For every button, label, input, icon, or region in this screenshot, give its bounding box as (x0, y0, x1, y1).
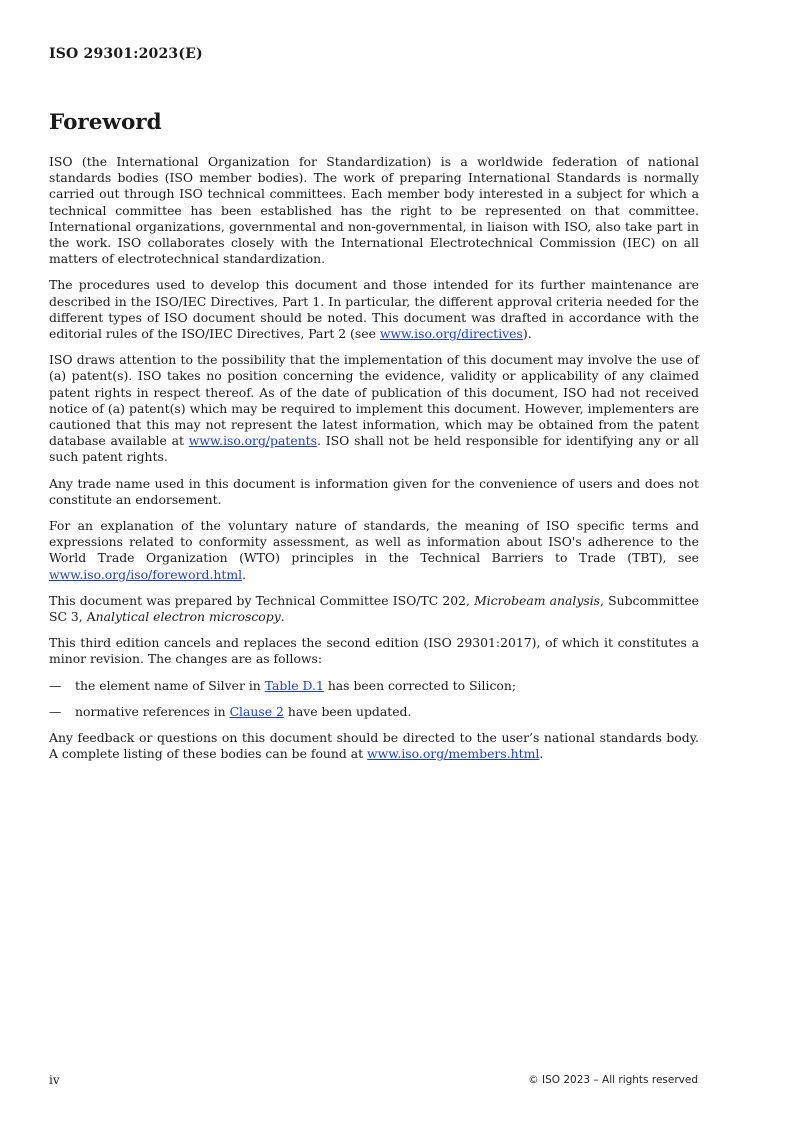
list-item (49, 704, 699, 720)
document-id: ISO 29301:2023(E) (49, 46, 203, 62)
paragraph-text: . ISO shall not be held responsible for identifying any or all such patent rights. (49, 433, 699, 465)
dash-bullet: — (49, 703, 62, 719)
copyright-notice: © ISO 2023 – All rights reserved (528, 1074, 698, 1086)
directives-link[interactable]: www.iso.org/directives (379, 326, 523, 342)
paragraph-iso-intro: ISO (the International Organization for Standardization) is a worldwide federation of national standards bodies (ISO member bodies). The work of preparing International Standards is normally carried out through ISO technical committees. Each member body interested in a subject for which a technical committee has been established has the right to be represented on that committee. International organizations, governmental and non-governmental, in liaison with ISO, also take part in the work. ISO collaborates closely with the International Electrotechnical Commission (IEC) on all matters of electrotechnical standardization. (49, 154, 699, 267)
clause-2-link[interactable]: Clause 2 (229, 703, 284, 719)
patents-link[interactable]: www.iso.org/patents (188, 433, 318, 449)
paragraph-text: . (242, 566, 247, 582)
foreword-link[interactable]: www.iso.org/iso/foreword.html (49, 566, 243, 582)
list-item (49, 678, 699, 694)
paragraph-committee (49, 593, 699, 625)
paragraph-edition: This third edition cancels and replaces the second edition (ISO 29301:2017), of which it constitutes a minor revision. The changes are as follows: (49, 635, 699, 667)
foreword-body (49, 154, 699, 773)
paragraph-text: This document was prepared by Technical Committee ISO/TC 202, (49, 592, 475, 608)
paragraph-text: ). (522, 326, 532, 342)
paragraph-voluntary-nature (49, 518, 699, 583)
paragraph-text: The procedures used to develop this document and those intended for its further maintenance are described in the ISO/IEC Directives, Part 1. In particular, the different approval criteria needed for the different types of ISO document should be noted. This document was drafted in accordance with the editorial rules of the ISO/IEC Directives, Part 2 (see (49, 277, 699, 342)
list-text: the element name of Silver in (75, 677, 265, 693)
list-item-text (75, 704, 411, 720)
members-link[interactable]: www.iso.org/members.html (367, 746, 540, 762)
paragraph-patents (49, 352, 699, 465)
list-item-text (75, 678, 516, 694)
paragraph-feedback (49, 730, 699, 762)
paragraph-text: For an explanation of the voluntary nature of standards, the meaning of ISO specific terms and expressions related to conformity assessment, as well as information about ISO's adherence to the World Trade Organization (WTO) principles in the Technical Barriers to Trade (TBT), see (49, 518, 699, 566)
subcommittee-title-prefix: A (86, 609, 96, 625)
committee-title: Microbeam analysis (474, 592, 601, 608)
paragraph-text: ISO draws attention to the possibility that the implementation of this document may involve the use of (a) patent(s). ISO takes no position concerning the evidence, validity or applicability of any claimed patent rights in respect thereof. As of the date of publication of this document, ISO had not received notice of (a) patent(s) which may be required to implement this document. However, implementers are cautioned that this may not represent the latest information, which may be obtained from the patent database available at (49, 352, 699, 449)
list-text: has been corrected to Silicon; (323, 677, 517, 693)
paragraph-text: , Subcommittee SC 3, (49, 592, 699, 625)
dash-bullet: — (49, 677, 62, 693)
subcommittee-title: nalytical electron microscopy (95, 609, 281, 625)
page-title: Foreword (49, 110, 162, 135)
paragraph-text: . (539, 746, 544, 762)
table-d1-link[interactable]: Table D.1 (264, 677, 324, 693)
paragraph-text: Any feedback or questions on this document should be directed to the user’s national standards body. A complete listing of these bodies can be found at (49, 730, 699, 762)
page-number: iv (49, 1073, 60, 1087)
paragraph-text: . (280, 609, 285, 625)
paragraph-trade-name: Any trade name used in this document is information given for the convenience of users and does not constitute an endorsement. (49, 475, 699, 507)
paragraph-procedures (49, 277, 699, 342)
list-text: normative references in (75, 703, 230, 719)
list-text: have been updated. (283, 703, 412, 719)
